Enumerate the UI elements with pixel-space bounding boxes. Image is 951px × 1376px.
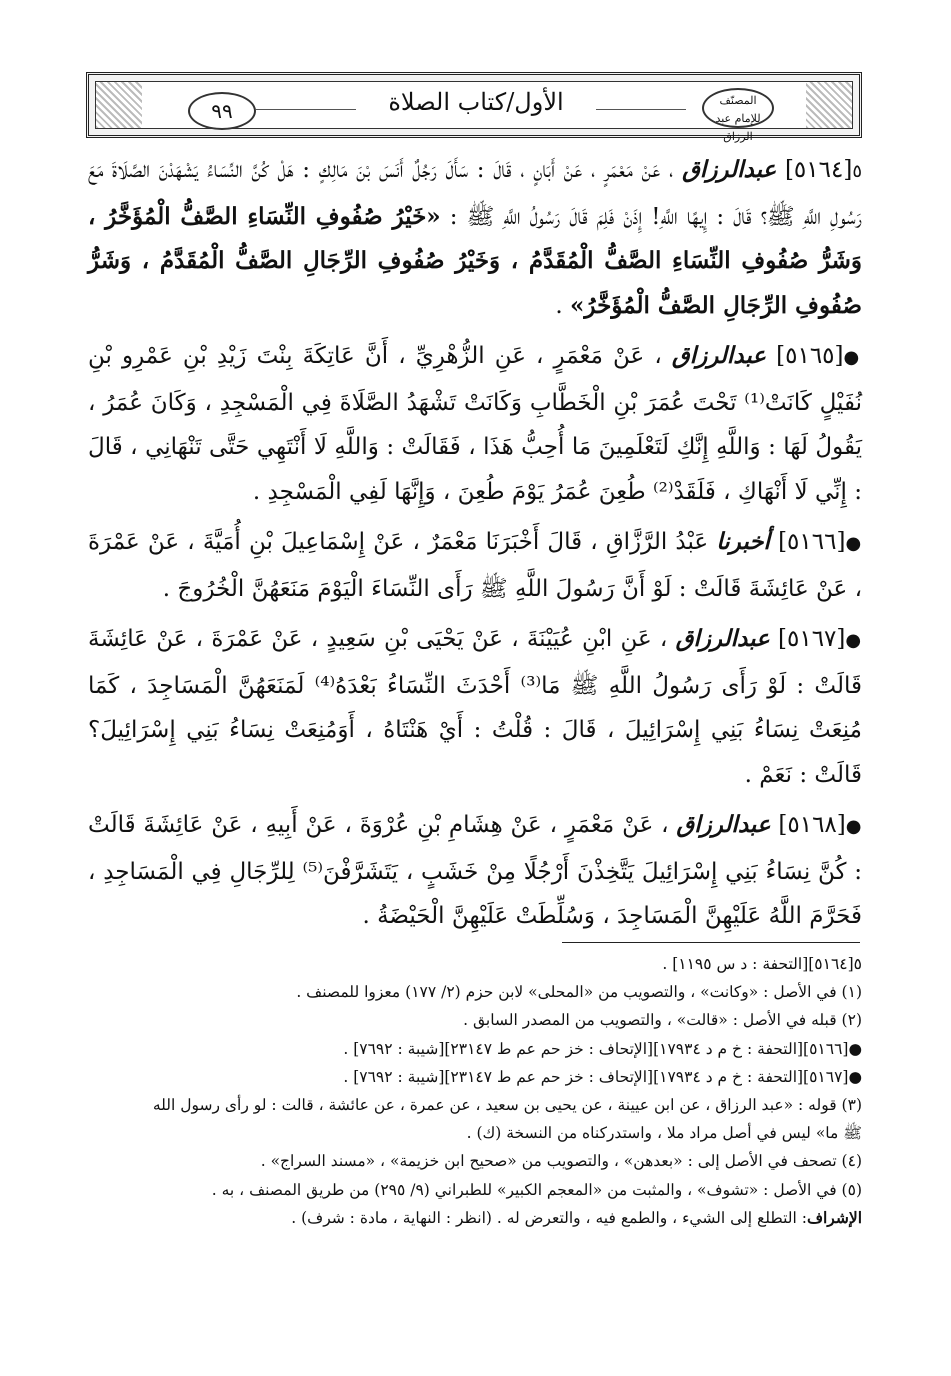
header-rule — [256, 109, 356, 110]
ornament-right — [806, 82, 852, 128]
hadith-ending: . — [555, 292, 571, 319]
page-title: الأول/كتاب الصلاة — [388, 88, 564, 116]
book-logo-line: المصنّف — [719, 94, 757, 107]
hadith-5166 — [88, 520, 862, 611]
hadith-quote: «خَيْرُ صُفُوفِ النِّسَاءِ الصَّفُّ الْمُؤَخَّرُ ، وَشَرُّ صُفُوفِ النِّسَاءِ الصَّفُّ الْمُقَدَّمُ ، وَخَيْرُ صُفُوفِ الرِّجَالِ الصَّفُّ الْمُقَدَّمُ ، وَشَرُّ صُفُوفِ الرِّجَالِ الصَّفُّ الْمُؤَخَّرُ» — [88, 202, 862, 319]
hadith-number: [٥١٦٥] — [776, 343, 844, 369]
footnote-definition — [150, 1204, 862, 1232]
hadith-text: ، عَنْ مَعْمَرٍ ، عَنْ أَبَانٍ ، قَالَ : سَأَلَ رَجُلٌ أَنَسَ بْنَ مَالِكٍ : هَلْ كُنَّ النِّسَاءُ يَشْهَدْنَ الصَّلَاةَ مَعَ رَسُولِ اللَّهِ ﷺ؟ قَالَ : إِيهًا اللَّهِ! إِذَنْ فَلِمَ قَالَ رَسُولُ اللَّهِ ﷺ : — [88, 157, 863, 230]
hadith-marker: ● — [843, 347, 862, 368]
header-frame — [95, 81, 853, 143]
footnote: (١) في الأصل : «وكانت» ، والتصويب من «المحلى» لابن حزم (٢/ ١٧٧) معزوا للمصنف . — [296, 983, 862, 1002]
hadith-text: ، عَنْ مَعْمَرٍ ، عَنِ الزُّهْرِيِّ ، أَنَّ عَاتِكَةَ بِنْتَ زَيْدِ بْنِ عَمْرِو بْنِ نُفَيْلٍ كَانَتْ⁽¹⁾ تَحْتَ عُمَرَ بْنِ الْخَطَّابِ وَكَانَتْ تَشْهَدُ الصَّلَاةَ فِي الْمَسْجِدِ ، وَكَانَ عُمَرُ ، يَقُولُ لَهَا : وَاللَّهِ إِنَّكِ لَتَعْلَمِينَ مَا أُحِبُّ هَذَا ، فَقَالَتْ : وَاللَّهِ لَا أَنْتَهِي حَتَّى تَنْهَانِي ، قَالَ : إِنِّي لَا أَنْهَاكِ ، فَلَقَدْ⁽²⁾ طُعِنَ عُمَرُ يَوْمَ طُعِنَ ، وَإِنَّهَا لَفِي الْمَسْجِدِ . — [88, 343, 862, 505]
hadith-5167 — [88, 617, 862, 797]
hadith-marker: ٥ — [852, 161, 862, 182]
book-logo — [702, 88, 774, 143]
hadith-text: ، عَنْ مَعْمَرٍ ، عَنْ هِشَامِ بْنِ عُرْوَةَ ، عَنْ أَبِيهِ ، عَنْ عَائِشَةَ قَالَتْ : كُنَّ نِسَاءُ بَنِي إِسْرَائِيلَ يَتَّخِذْنَ أَرْجُلًا مِنْ خَشَبٍ ، يَتَشَرَّفْنَ⁽⁵⁾ لِلرِّجَالِ فِي الْمَسَاجِدِ ، فَحَرَّمَ اللَّهُ عَلَيْهِنَّ الْمَسَاجِدَ ، وَسُلِّطَتْ عَلَيْهِنَّ الْحَيْضَةُ . — [88, 812, 862, 929]
page-header — [86, 72, 862, 143]
hadith-number: [٥١٦٤] — [784, 157, 853, 183]
footnote: (٢) قبله في الأصل : «قالت» ، والتصويب من المصدر السابق . — [463, 1011, 862, 1030]
hadith-narrator: عبدالرزاق — [675, 625, 770, 652]
book-logo-line: للإمام عبد الرزاق — [715, 112, 761, 143]
page-number: ٩٩ — [188, 92, 256, 130]
definition-text: : التطلع إلى الشيء ، والطمع فيه ، والتعرض له . (انظر : النهاية ، مادة : شرف) . — [291, 1208, 807, 1227]
footnote-separator — [562, 942, 860, 943]
hadith-text: عَبْدُ الرَّزَّاقِ ، قَالَ أَخْبَرَنَا مَعْمَرٌ ، عَنْ إِسْمَاعِيلَ بْنِ أُمَيَّةَ ، عَنْ عَمْرَةَ ، عَنْ عَائِشَةَ قَالَتْ : لَوْ أَنَّ رَسُولَ اللَّهِ ﷺ رَأَى النِّسَاءَ الْيَوْمَ مَنَعَهُنَّ الْخُرُوجَ . — [88, 529, 862, 602]
footnotes — [150, 950, 862, 1232]
hadith-5168 — [88, 803, 862, 939]
footnote: ٥[٥١٦٤][التحفة : د س ١١٩٥] . — [662, 955, 862, 973]
hadith-narrator: عبدالرزاق — [682, 156, 777, 183]
hadith-number: [٥١٦٦] — [778, 529, 846, 555]
hadith-text: ، عَنِ ابْنِ عُيَيْنَةَ ، عَنْ يَحْيَى بْنِ سَعِيدٍ ، عَنْ عَمْرَةَ ، عَنْ عَائِشَةَ قَالَتْ : لَوْ رَأَى رَسُولُ اللَّهِ ﷺ مَا⁽³⁾ أَحْدَثَ النِّسَاءُ بَعْدَهُ⁽⁴⁾ لَمَنَعَهُنَّ الْمَسَاجِدَ ، كَمَا مُنِعَتْ نِسَاءُ بَنِي إِسْرَائِيلَ ، قَالَ : قُلْتُ : أَيْ هَنْتَاهُ ، أَوَمُنِعَتْ نِسَاءُ بَنِي إِسْرَائِيلَ؟ قَالَتْ : نَعَمْ . — [88, 626, 862, 788]
footnote: (٥) في الأصل : «تشوف» ، والمثبت من «المعجم الكبير» للطبراني (٩/ ٢٩٥) من طريق المصنف ، به . — [211, 1180, 862, 1199]
hadith-5164 — [88, 148, 862, 328]
hadith-marker: ● — [845, 533, 862, 554]
footnote: (٤) تصحف في الأصل إلى : «بعدهن» ، والتصويب من «صحيح ابن خزيمة» ، «مسند السراج» . — [260, 1152, 862, 1171]
hadith-marker: ● — [845, 816, 862, 837]
hadith-narrator: عبدالرزاق — [676, 811, 771, 838]
hadith-narrator: عبدالرزاق — [671, 342, 767, 369]
hadith-narrator: أخبرنا — [716, 528, 770, 555]
header-rule — [596, 109, 686, 110]
footnote: (٣) قوله : «عبد الرزاق ، عن ابن عيينة ، عن يحيى بن سعيد ، عن عمرة ، عن عائشة ، قالت : لو رأى رسول الله ﷺ ما» ليس في أصل مراد ملا ، واستدركناه من النسخة (ك) . — [152, 1096, 862, 1143]
hadith-5165 — [88, 334, 862, 514]
hadith-marker: ● — [845, 630, 863, 651]
definition-term: الإشراف — [806, 1207, 862, 1227]
hadith-number: [٥١٦٨] — [778, 812, 846, 838]
ornament-left — [96, 82, 142, 128]
hadith-number: [٥١٦٧] — [778, 626, 846, 652]
main-text — [88, 148, 862, 945]
footnote: ●[٥١٦٦][التحفة : خ م د ١٧٩٣٤][الإتحاف : خز حم عم ط ٢٣١٤٧][شيبة : ٧٦٩٢] . — [343, 1039, 862, 1058]
footnote: ●[٥١٦٧][التحفة : خ م د ١٧٩٣٤][الإتحاف : خز حم عم ط ٢٣١٤٧][شيبة : ٧٦٩٢] . — [343, 1067, 862, 1086]
